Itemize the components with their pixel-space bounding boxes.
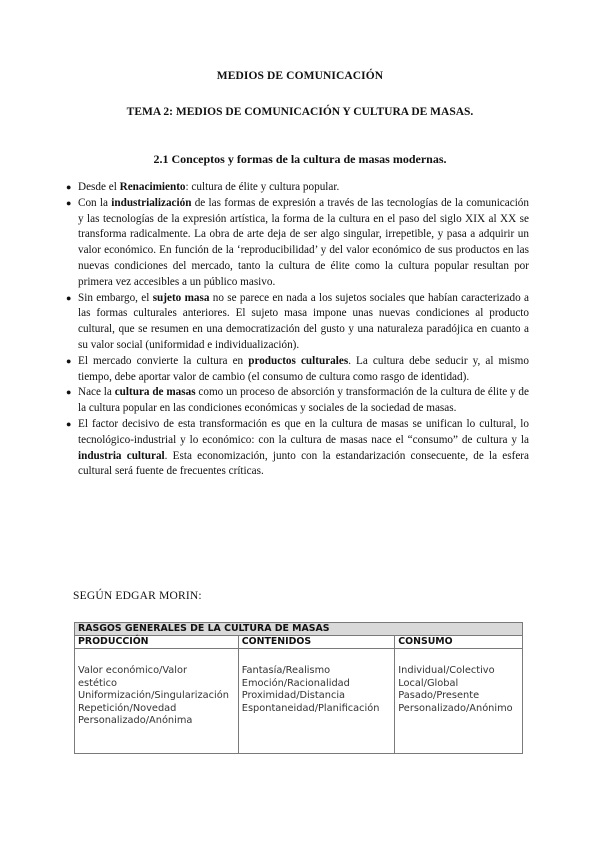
- table-cell-item: Pasado/Presente: [398, 690, 480, 702]
- bullet-keyword: Renacimiento: [119, 181, 186, 193]
- table-cell-item: Personalizado/Anónimo: [398, 702, 513, 714]
- table-cell-item: Individual/Colectivo: [398, 665, 495, 676]
- document-title: MEDIOS DE COMUNICACIÓN: [216, 70, 384, 82]
- bullet-item: [66, 385, 529, 417]
- contenidos-cell: [238, 649, 395, 754]
- table-title: RASGOS GENERALES DE LA CULTURA DE MASAS: [75, 623, 523, 636]
- bullet-text: Nace la: [78, 386, 115, 399]
- table-cell-item: Espontaneidad/Planificación: [241, 702, 380, 714]
- table-cell-item: Proximidad/Distancia: [241, 690, 346, 702]
- bullet-icon: ●: [66, 182, 72, 192]
- produccion-cell: [75, 649, 239, 754]
- topic-heading: TEMA 2: MEDIOS DE COMUNICACIÓN Y CULTURA DE MASAS.: [126, 106, 474, 118]
- column-header-consumo: CONSUMO: [395, 636, 523, 649]
- bullet-keyword: sujeto masa: [152, 291, 210, 304]
- table-cell-item: Personalizado/Anónima: [78, 715, 193, 727]
- column-header-produccion: PRODUCCIÓN: [75, 636, 239, 649]
- bullet-icon: ●: [66, 197, 72, 208]
- consumo-cell: [395, 649, 523, 754]
- table-cell-item: Local/Global: [398, 677, 459, 689]
- morin-heading: SEGÚN EDGAR MORIN:: [73, 590, 202, 602]
- bullet-icon: ●: [66, 355, 72, 366]
- bullet-list: [66, 180, 529, 480]
- bullet-item: [66, 291, 529, 354]
- bullet-text: Desde el: [78, 181, 120, 193]
- bullet-text: no se parece en nada a los sujetos sociales que habían caracterizado a las formas culturales anteriores. El sujeto masa impone unas nuevas condiciones al producto cultural, que se resumen en una democratización del gusto y una naturaleza paradójica en cuanto a su valor social (uniformidad e individualización).: [78, 291, 529, 351]
- bullet-text: . La cultura debe seducir y, al mismo tiempo, debe aportar valor de cambio (el consumo de cultura como rasgo de identidad).: [78, 354, 529, 383]
- bullet-item: [66, 180, 529, 196]
- bullet-item: [66, 417, 529, 480]
- bullet-keyword: cultura de masas: [114, 386, 196, 399]
- section-heading: 2.1 Conceptos y formas de la cultura de masas modernas.: [153, 152, 447, 166]
- bullet-item: [66, 354, 529, 386]
- table-cell-item: estético: [78, 677, 117, 689]
- bullet-keyword: industria cultural: [78, 449, 165, 462]
- bullet-item: [66, 196, 529, 291]
- bullet-text: El factor decisivo de esta transformación es que en la cultura de masas se unifican lo cultural, lo tecnológico-industrial y lo económico: con la cultura de masas nace el “consumo” de cultura y la: [78, 417, 529, 446]
- column-header-contenidos: CONTENIDOS: [238, 636, 395, 649]
- bullet-text: : cultura de élite y cultura popular.: [185, 181, 340, 193]
- bullet-text: Con la: [78, 196, 112, 209]
- bullet-text: como un proceso de absorción y transformación de la cultura de élite y de la cultura popular en las condiciones económicas y sociales de la sociedad de masas.: [78, 386, 529, 415]
- table-cell-item: Repetición/Novedad: [78, 702, 177, 714]
- bullet-text: El mercado convierte la cultura en: [78, 354, 249, 367]
- table-cell-item: Fantasía/Realismo: [241, 665, 331, 676]
- bullet-keyword: industrialización: [111, 196, 192, 209]
- bullet-icon: ●: [66, 292, 72, 303]
- table-cell-item: Emoción/Racionalidad: [241, 677, 350, 689]
- bullet-keyword: productos culturales: [248, 354, 349, 367]
- rasgos-table: [74, 622, 523, 754]
- bullet-text: Sin embargo, el: [78, 291, 153, 304]
- bullet-text: de las formas de expresión a través de las tecnologías de la comunicación y las tecnologías de la expresión artística, la forma de la cultura en el paso del siglo XIX al XX se transforma radicalmente. La obra de arte deja de ser algo singular, irrepetible, y pasa a adquirir un valor económico. En función de la ‘reproducibilidad’ y del valor económico de sus productos en las nuevas condiciones del mercado, tanto la cultura de élite como la cultura popular resultan por primera vez accesibles a un público masivo.: [78, 196, 529, 288]
- bullet-icon: ●: [66, 418, 72, 429]
- table-cell-item: Uniformización/Singularización: [78, 690, 229, 702]
- bullet-text: . Esta economización, junto con la estandarización consecuente, de la esfera cultural será fuente de frecuentes críticas.: [78, 449, 529, 478]
- bullet-icon: ●: [66, 387, 72, 398]
- table-cell-item: Valor económico/Valor: [78, 665, 188, 676]
